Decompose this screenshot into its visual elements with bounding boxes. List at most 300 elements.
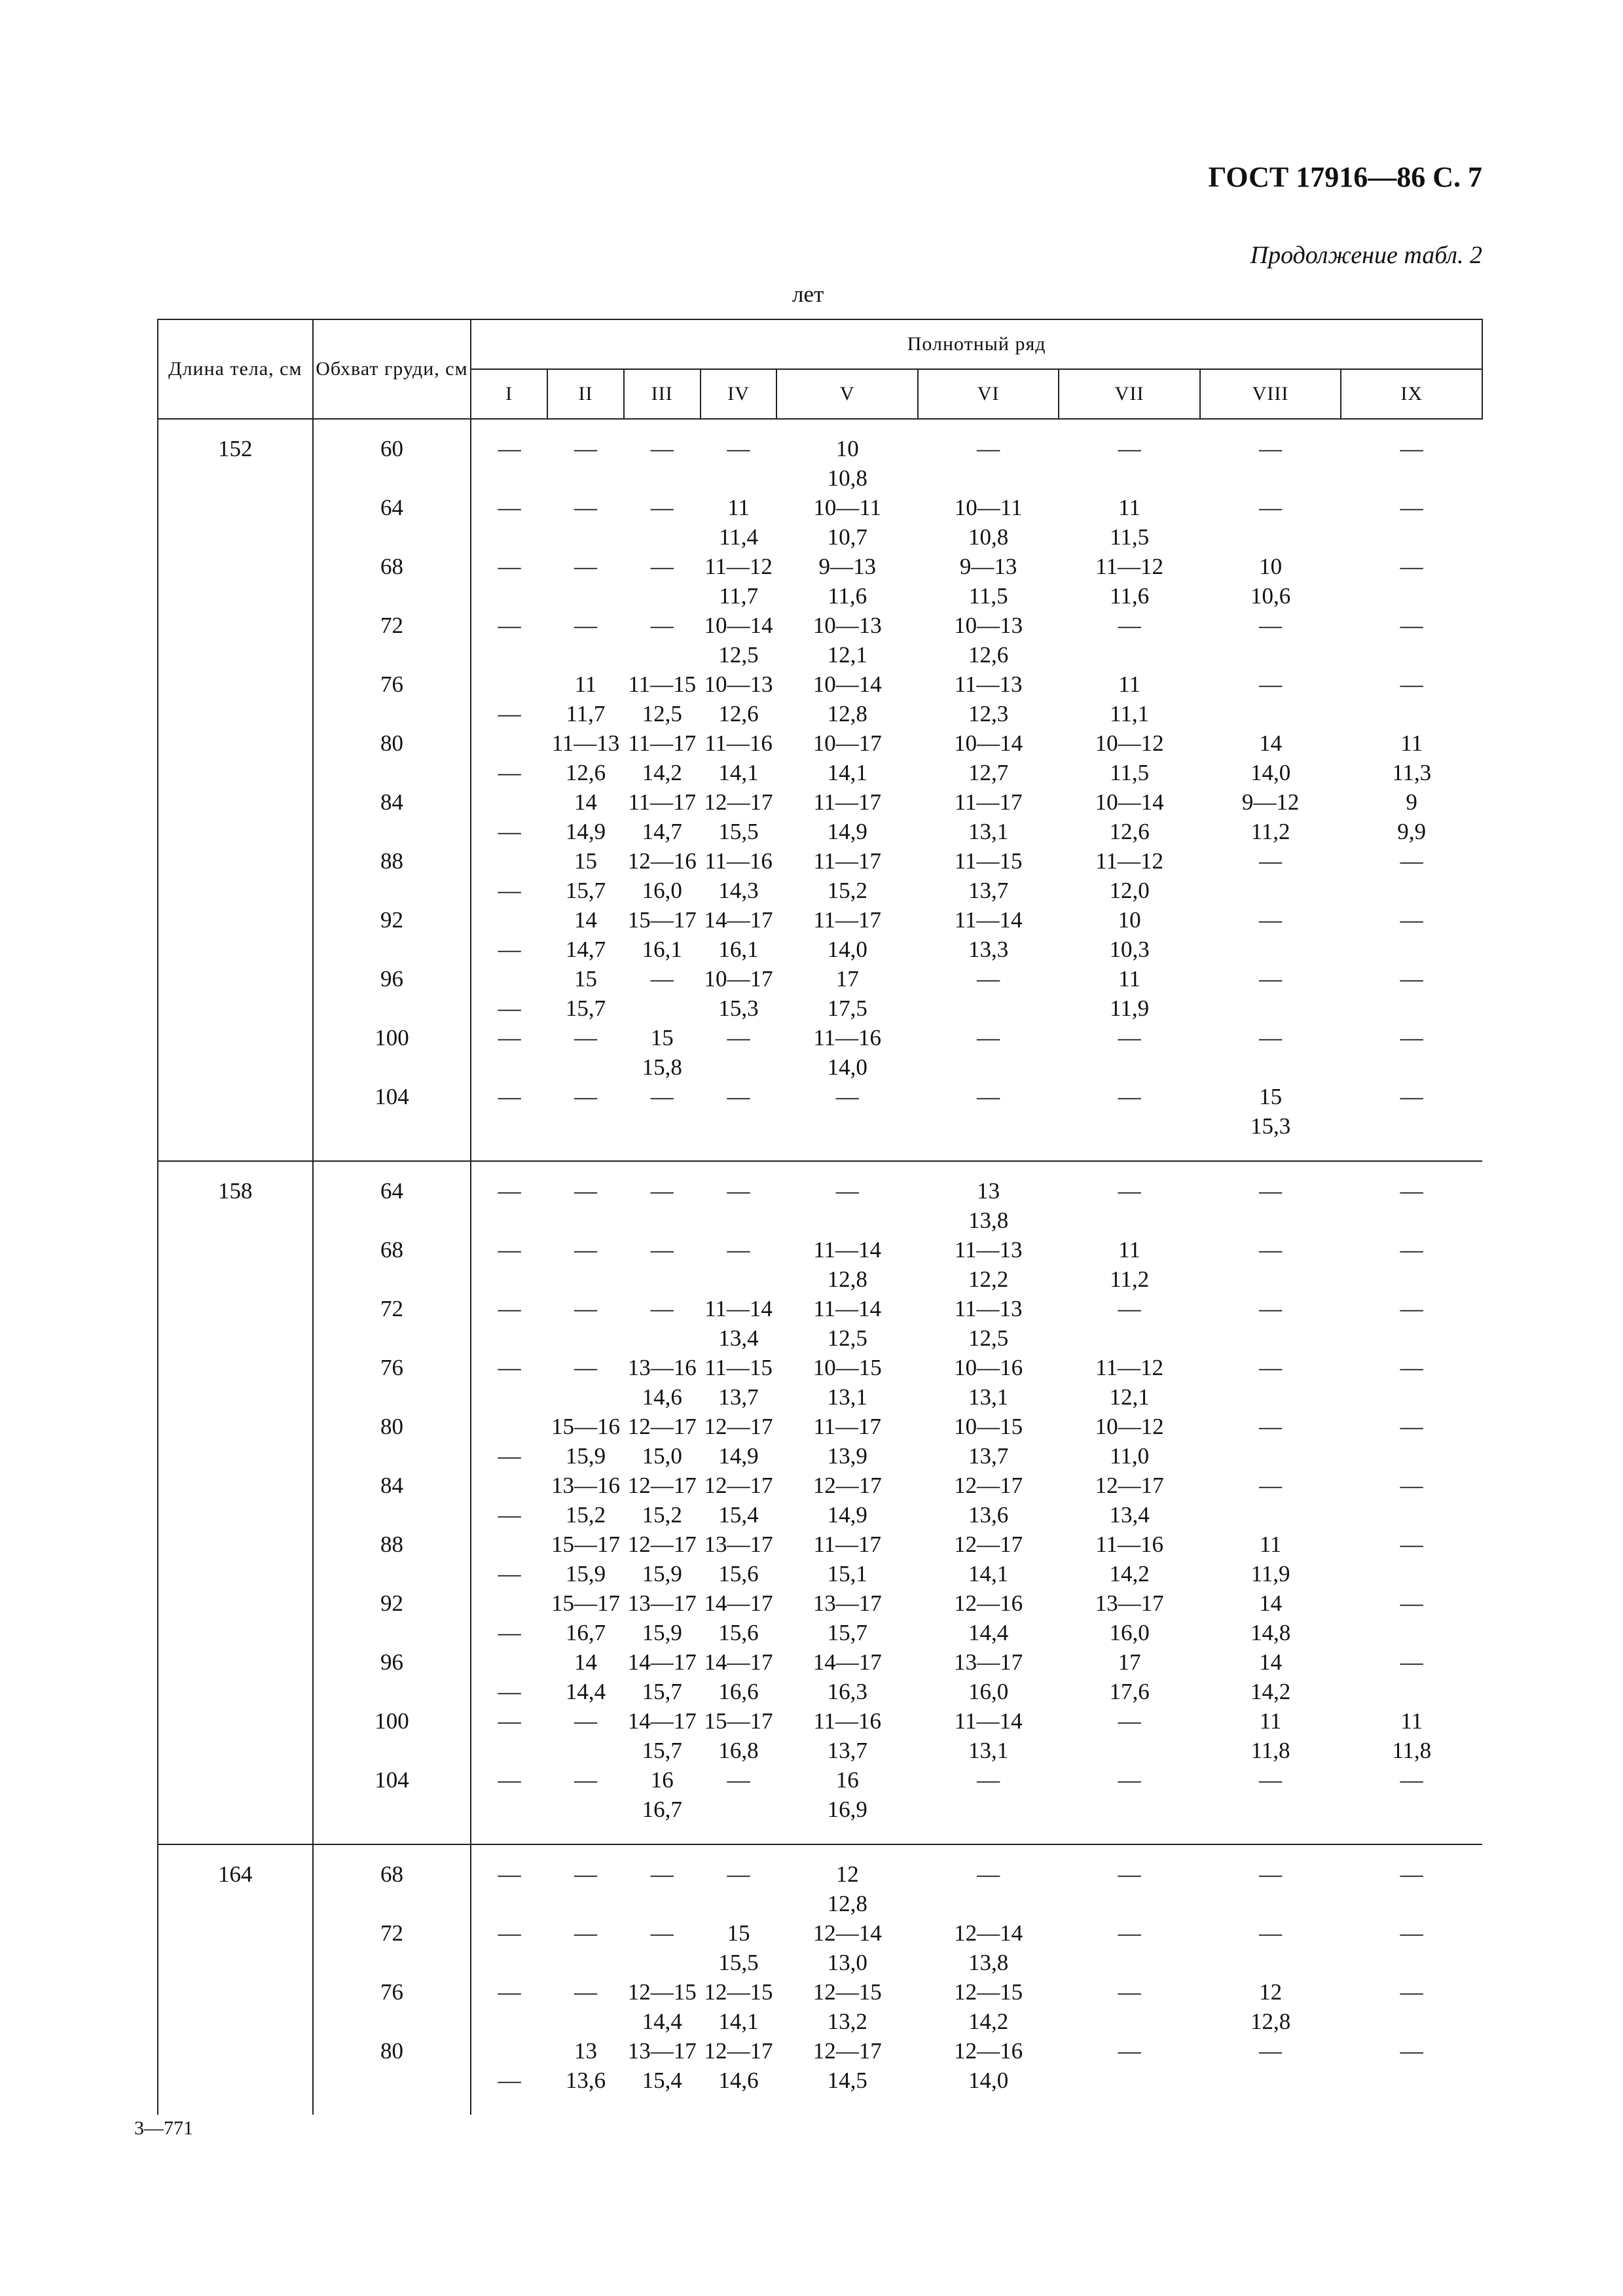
chest-cell: 84 xyxy=(313,787,471,846)
chest-cell: 72 xyxy=(313,1918,471,1977)
value-cell-vi: 11—13 12,3 xyxy=(954,672,1023,726)
body-length-cell xyxy=(158,1023,313,1082)
value-cell-vi: 12—15 14,2 xyxy=(954,1979,1023,2034)
value-cell-iii: — xyxy=(624,1844,701,1918)
value-cell-iv: — xyxy=(727,1084,750,1109)
value-cell-iv: 10—17 15,3 xyxy=(704,966,773,1021)
body-length-cell: 158 xyxy=(158,1161,313,1235)
table-row xyxy=(158,728,1482,787)
body-length-cell xyxy=(158,493,313,552)
body-length-cell xyxy=(158,1471,313,1530)
value-cell-ii: — xyxy=(547,1161,624,1235)
series-header-1: I xyxy=(471,369,547,419)
value-cell-i: — xyxy=(471,1082,547,1161)
value-cell-i: — xyxy=(471,1706,547,1765)
body-length-cell xyxy=(158,1765,313,1844)
value-cell-vii: 10—12 11,5 xyxy=(1095,730,1164,785)
value-cell-viii: — xyxy=(1200,419,1341,493)
value-cell-vi: 10—11 10,8 xyxy=(954,495,1023,550)
value-cell-vi: 11—14 13,1 xyxy=(954,1708,1023,1763)
value-cell-ii: 14 14,4 xyxy=(565,1649,606,1704)
value-cell-viii: — xyxy=(1200,1844,1341,1918)
chest-cell: 72 xyxy=(313,1294,471,1353)
body-length-cell xyxy=(158,787,313,846)
value-cell-iv: 12—17 14,6 xyxy=(704,2038,773,2093)
table-row xyxy=(158,1977,1482,2036)
value-cell-iv: 11—15 13,7 xyxy=(704,1355,773,1410)
value-cell-v: 10—15 13,1 xyxy=(812,1355,882,1410)
value-cell-viii: — xyxy=(1259,1025,1283,1050)
value-cell-viii: 14 14,2 xyxy=(1250,1649,1291,1704)
body-length-cell xyxy=(158,2036,313,2115)
table-row xyxy=(158,1647,1482,1706)
value-cell-ii: — xyxy=(547,419,624,493)
value-cell-ii: — xyxy=(574,1296,597,1321)
value-cell-viii: 12 12,8 xyxy=(1250,1979,1291,2034)
value-cell-vi: 13 13,8 xyxy=(918,1161,1059,1235)
value-cell-ii: 15 15,7 xyxy=(565,966,606,1021)
value-cell-vii: 11 11,9 xyxy=(1110,966,1150,1021)
body-length-cell xyxy=(158,1235,313,1294)
value-cell-ii: 13 13,6 xyxy=(565,2038,606,2093)
value-cell-viii: 10 10,6 xyxy=(1250,554,1291,609)
chest-cell: 60 xyxy=(313,419,471,493)
value-cell-ix: — xyxy=(1400,1590,1423,1616)
table-row xyxy=(158,905,1482,964)
value-cell-ix: — xyxy=(1400,1237,1423,1263)
value-cell-iii: — xyxy=(650,1237,674,1263)
table-row xyxy=(158,1082,1482,1161)
series-column-header: Полнотный ряд xyxy=(471,319,1482,369)
value-cell-vii: 11 11,1 xyxy=(1110,672,1150,726)
value-cell-vi: — xyxy=(977,1025,1000,1050)
body-length-cell xyxy=(158,728,313,787)
value-cell-ii: — xyxy=(574,1979,597,2005)
body-length-cell xyxy=(158,846,313,905)
value-cell-v: 12—17 14,5 xyxy=(812,2038,882,2093)
value-cell-i: — xyxy=(471,670,547,728)
body-length-cell xyxy=(158,1647,313,1706)
years-note: лет xyxy=(792,281,824,307)
value-cell-iv: 15—17 16,8 xyxy=(704,1708,773,1763)
value-cell-iv: 14—17 16,6 xyxy=(704,1649,773,1704)
value-cell-viii: — xyxy=(1259,1237,1283,1263)
value-cell-ix: — xyxy=(1400,907,1423,933)
value-cell-ix: — xyxy=(1400,2038,1423,2064)
chest-cell: 92 xyxy=(313,905,471,964)
value-cell-ii: — xyxy=(574,1025,597,1050)
value-cell-iii: — xyxy=(650,1296,674,1321)
value-cell-viii: — xyxy=(1259,1355,1283,1380)
chest-cell: 80 xyxy=(313,1412,471,1471)
value-cell-ix: 9 9,9 xyxy=(1397,789,1427,844)
chest-cell: 68 xyxy=(313,1844,471,1918)
value-cell-v: 12—14 13,0 xyxy=(812,1920,882,1975)
value-cell-v: 11—17 14,0 xyxy=(813,907,882,962)
value-cell-ii: 15—16 15,9 xyxy=(551,1414,620,1469)
table-row xyxy=(158,552,1482,611)
value-cell-v: 10—17 14,1 xyxy=(812,730,882,785)
value-cell-v: 11—14 12,8 xyxy=(813,1237,882,1292)
value-cell-ii: — xyxy=(574,1767,597,1793)
value-cell-vi: 10—16 13,1 xyxy=(954,1355,1023,1410)
body-length-cell: 164 xyxy=(158,1844,313,1918)
table-row xyxy=(158,1530,1482,1588)
value-cell-vii: 10 10,3 xyxy=(1109,907,1150,962)
chest-cell: 76 xyxy=(313,670,471,728)
series-header-4: IV xyxy=(701,369,777,419)
series-header-6: VI xyxy=(918,369,1059,419)
value-cell-vii: — xyxy=(1118,2038,1141,2064)
body-length-cell xyxy=(158,670,313,728)
value-cell-i: — xyxy=(471,419,547,493)
value-cell-iv: 11 11,4 xyxy=(719,495,759,550)
value-cell-iv: 12—17 15,5 xyxy=(704,789,773,844)
value-cell-iii: 15—17 16,1 xyxy=(627,907,697,962)
value-cell-i: — xyxy=(471,964,547,1023)
value-cell-i: — xyxy=(471,1530,547,1588)
value-cell-iii: — xyxy=(650,554,674,579)
chest-cell: 80 xyxy=(313,2036,471,2115)
value-cell-viii: — xyxy=(1259,495,1283,520)
value-cell-v: 10 10,8 xyxy=(776,419,917,493)
value-cell-vii: 11 11,5 xyxy=(1110,495,1150,550)
value-cell-iv: — xyxy=(701,1844,777,1918)
body-length-cell xyxy=(158,1530,313,1588)
chest-cell: 80 xyxy=(313,728,471,787)
value-cell-iv: 12—17 14,9 xyxy=(704,1414,773,1469)
value-cell-iii: 16 16,7 xyxy=(642,1767,682,1822)
value-cell-vi: — xyxy=(977,966,1000,992)
body-length-cell xyxy=(158,1977,313,2036)
chest-cell: 84 xyxy=(313,1471,471,1530)
value-cell-iv: 14—17 15,6 xyxy=(704,1590,773,1645)
value-cell-i: — xyxy=(471,1918,547,1977)
value-cell-ix: — xyxy=(1341,1844,1482,1918)
chest-cell: 88 xyxy=(313,846,471,905)
value-cell-viii: — xyxy=(1259,966,1283,992)
value-cell-vi: — xyxy=(977,1767,1000,1793)
value-cell-vi: 11—13 12,2 xyxy=(954,1237,1023,1292)
series-header-8: VIII xyxy=(1200,369,1341,419)
table-row xyxy=(158,419,1482,493)
value-cell-vii: — xyxy=(1118,1920,1141,1946)
chest-cell: 76 xyxy=(313,1353,471,1412)
value-cell-iv: — xyxy=(701,1161,777,1235)
value-cell-ix: — xyxy=(1400,1355,1423,1380)
value-cell-vi: 13—17 16,0 xyxy=(954,1649,1023,1704)
value-cell-ii: 11 11,7 xyxy=(566,672,606,726)
value-cell-v: 10—13 12,1 xyxy=(812,613,882,668)
table-row xyxy=(158,670,1482,728)
value-cell-iv: 11—16 14,3 xyxy=(704,848,773,903)
value-cell-vi: 12—17 14,1 xyxy=(954,1532,1023,1587)
value-cell-vi: 11—13 12,5 xyxy=(954,1296,1023,1351)
value-cell-i: — xyxy=(471,1235,547,1294)
value-cell-vi: 10—15 13,7 xyxy=(954,1414,1023,1469)
value-cell-iii: — xyxy=(650,495,674,520)
value-cell-v: 13—17 15,7 xyxy=(812,1590,882,1645)
value-cell-ii: — xyxy=(574,1355,597,1380)
body-length-cell xyxy=(158,1412,313,1471)
value-cell-vi: 10—14 12,7 xyxy=(954,730,1023,785)
body-length-cell xyxy=(158,1294,313,1353)
value-cell-ii: — xyxy=(574,1237,597,1263)
value-cell-vii: — xyxy=(1118,1084,1141,1109)
value-cell-ix: — xyxy=(1400,966,1423,992)
value-cell-i: — xyxy=(471,1647,547,1706)
table-row xyxy=(158,1412,1482,1471)
table-row xyxy=(158,1765,1482,1844)
value-cell-iii: — xyxy=(650,1920,674,1946)
body-length-cell xyxy=(158,1918,313,1977)
value-cell-vii: 12—17 13,4 xyxy=(1095,1473,1164,1528)
table-row xyxy=(158,1353,1482,1412)
value-cell-ix: — xyxy=(1400,1649,1423,1675)
chest-cell: 92 xyxy=(313,1588,471,1647)
value-cell-ix: — xyxy=(1400,1979,1423,2005)
value-cell-viii: — xyxy=(1259,1920,1283,1946)
value-cell-viii: 14 14,8 xyxy=(1250,1590,1291,1645)
length-column-header: Длина тела, см xyxy=(158,319,313,419)
value-cell-ix: — xyxy=(1400,613,1423,638)
table-row xyxy=(158,787,1482,846)
value-cell-iii: 12—17 15,0 xyxy=(627,1414,697,1469)
value-cell-ix: — xyxy=(1400,495,1423,520)
chest-cell: 96 xyxy=(313,1647,471,1706)
page-code: 3—771 xyxy=(134,2117,193,2139)
chest-cell: 68 xyxy=(313,1235,471,1294)
value-cell-iv: 11—12 11,7 xyxy=(704,554,773,609)
value-cell-iii: 14—17 15,7 xyxy=(627,1708,697,1763)
value-cell-iii: — xyxy=(650,1084,674,1109)
value-cell-ix: — xyxy=(1400,1473,1423,1498)
value-cell-viii: — xyxy=(1259,848,1283,874)
chest-cell: 100 xyxy=(313,1023,471,1082)
value-cell-i: — xyxy=(471,2036,547,2115)
value-cell-i: — xyxy=(471,1161,547,1235)
value-cell-viii: 15 15,3 xyxy=(1250,1084,1291,1139)
value-cell-iv: 14—17 16,1 xyxy=(704,907,773,962)
value-cell-viii: — xyxy=(1259,907,1283,933)
body-length-cell xyxy=(158,1082,313,1161)
table-row xyxy=(158,1471,1482,1530)
value-cell-v: 11—17 15,2 xyxy=(813,848,882,903)
table-row xyxy=(158,1294,1482,1353)
value-cell-viii: — xyxy=(1259,613,1283,638)
document-header: ГОСТ 17916—86 С. 7 xyxy=(1208,161,1482,193)
value-cell-ix: — xyxy=(1341,419,1482,493)
series-header-3: III xyxy=(624,369,701,419)
value-cell-vi: 12—14 13,8 xyxy=(954,1920,1023,1975)
value-cell-ii: — xyxy=(574,1708,597,1734)
value-cell-viii: 11 11,9 xyxy=(1250,1532,1290,1587)
value-cell-ii: 14 14,7 xyxy=(565,907,606,962)
value-cell-vi: 10—13 12,6 xyxy=(954,613,1023,668)
value-cell-v: 10—11 10,7 xyxy=(813,495,882,550)
value-cell-i: — xyxy=(471,846,547,905)
chest-cell: 64 xyxy=(313,1161,471,1235)
table-row xyxy=(158,964,1482,1023)
table-row xyxy=(158,1706,1482,1765)
value-cell-i: — xyxy=(471,1977,547,2036)
value-cell-vi: — xyxy=(918,419,1059,493)
chest-cell: 68 xyxy=(313,552,471,611)
value-cell-i: — xyxy=(471,611,547,670)
value-cell-ii: 13—16 15,2 xyxy=(551,1473,620,1528)
value-cell-v: 10—14 12,8 xyxy=(812,672,882,726)
value-cell-vii: — xyxy=(1118,613,1141,638)
value-cell-ii: — xyxy=(574,495,597,520)
value-cell-viii: — xyxy=(1200,1161,1341,1235)
value-cell-viii: — xyxy=(1259,672,1283,697)
value-cell-viii: — xyxy=(1259,1296,1283,1321)
value-cell-v: 12—15 13,2 xyxy=(812,1979,882,2034)
value-cell-vi: 11—15 13,7 xyxy=(954,848,1023,903)
value-cell-iii: 13—17 15,4 xyxy=(627,2038,697,2093)
table-row xyxy=(158,493,1482,552)
series-header-5: V xyxy=(776,369,917,419)
value-cell-vi: 11—17 13,1 xyxy=(954,789,1023,844)
value-cell-ii: 15 15,7 xyxy=(565,848,606,903)
value-cell-vii: 11—12 12,0 xyxy=(1095,848,1163,903)
value-cell-vii: — xyxy=(1118,1767,1141,1793)
value-cell-ii: 11—13 12,6 xyxy=(551,730,620,785)
value-cell-vii: 10—14 12,6 xyxy=(1095,789,1164,844)
value-cell-ix: — xyxy=(1400,848,1423,874)
value-cell-viii: 14 14,0 xyxy=(1250,730,1291,785)
value-cell-iv: 13—17 15,6 xyxy=(704,1532,773,1587)
series-header-9: IX xyxy=(1341,369,1482,419)
value-cell-v: 11—16 13,7 xyxy=(813,1708,882,1763)
value-cell-iii: 12—17 15,2 xyxy=(627,1473,697,1528)
value-cell-iii: 11—17 14,7 xyxy=(628,789,697,844)
table-continuation-label: Продолжение табл. 2 xyxy=(1250,242,1482,269)
value-cell-v: — xyxy=(776,1161,917,1235)
body-length-cell xyxy=(158,1706,313,1765)
value-cell-iv: 12—15 14,1 xyxy=(704,1979,773,2034)
value-cell-vii: — xyxy=(1118,1979,1141,2005)
table-row xyxy=(158,1023,1482,1082)
value-cell-iv: 11—14 13,4 xyxy=(704,1296,773,1351)
value-cell-i: — xyxy=(471,493,547,552)
value-cell-viii: — xyxy=(1259,1414,1283,1439)
value-cell-ii: 15—17 16,7 xyxy=(551,1590,620,1645)
value-cell-iii: — xyxy=(624,1161,701,1235)
value-cell-i: — xyxy=(471,1765,547,1844)
value-cell-viii: 11 11,8 xyxy=(1250,1708,1290,1763)
value-cell-iii: 12—17 15,9 xyxy=(627,1532,697,1587)
value-cell-i: — xyxy=(471,1023,547,1082)
chest-cell: 96 xyxy=(313,964,471,1023)
value-cell-iii: 13—17 15,9 xyxy=(627,1590,697,1645)
value-cell-vii: 11—12 11,6 xyxy=(1095,554,1163,609)
value-cell-iv: — xyxy=(727,1237,750,1263)
value-cell-ix: — xyxy=(1400,1025,1423,1050)
value-cell-iv: — xyxy=(727,1767,750,1793)
value-cell-v: 9—13 11,6 xyxy=(818,554,876,609)
table-row xyxy=(158,611,1482,670)
value-cell-vii: — xyxy=(1059,1844,1199,1918)
value-cell-iii: 11—15 12,5 xyxy=(628,672,697,726)
value-cell-v: 14—17 16,3 xyxy=(812,1649,882,1704)
value-cell-ix: — xyxy=(1400,1414,1423,1439)
value-cell-vi: — xyxy=(918,1844,1059,1918)
body-length-cell xyxy=(158,611,313,670)
value-cell-vii: — xyxy=(1118,1708,1141,1734)
value-cell-ix: 11 11,8 xyxy=(1392,1708,1432,1763)
value-cell-i: — xyxy=(471,905,547,964)
value-cell-ix: — xyxy=(1400,1296,1423,1321)
value-cell-v: — xyxy=(835,1084,859,1109)
value-cell-iii: 13—16 14,6 xyxy=(627,1355,697,1410)
value-cell-i: — xyxy=(471,1294,547,1353)
chest-cell: 72 xyxy=(313,611,471,670)
body-length-cell xyxy=(158,964,313,1023)
value-cell-iii: — xyxy=(650,613,674,638)
value-cell-viii: — xyxy=(1259,1767,1283,1793)
value-cell-v: 16 16,9 xyxy=(827,1767,867,1822)
series-header-2: II xyxy=(547,369,624,419)
table-row xyxy=(158,2036,1482,2115)
chest-column-header: Обхват груди, см xyxy=(313,319,471,419)
value-cell-viii: — xyxy=(1259,1473,1283,1498)
value-cell-iv: — xyxy=(701,419,777,493)
table-row xyxy=(158,1844,1482,1918)
value-cell-ix: — xyxy=(1400,672,1423,697)
chest-cell: 104 xyxy=(313,1765,471,1844)
body-length-cell xyxy=(158,1353,313,1412)
value-cell-vii: 10—12 11,0 xyxy=(1095,1414,1164,1469)
table-row xyxy=(158,1588,1482,1647)
value-cell-i: — xyxy=(471,728,547,787)
value-cell-vii: 11 11,2 xyxy=(1110,1237,1150,1292)
value-cell-ii: — xyxy=(574,1920,597,1946)
value-cell-viii: — xyxy=(1259,2038,1283,2064)
value-cell-vii: — xyxy=(1059,419,1199,493)
value-cell-vi: 12—17 13,6 xyxy=(954,1473,1023,1528)
table-row xyxy=(158,1235,1482,1294)
value-cell-iii: 12—15 14,4 xyxy=(627,1979,697,2034)
chest-cell: 76 xyxy=(313,1977,471,2036)
value-cell-iv: 10—13 12,6 xyxy=(704,672,773,726)
value-cell-v: 11—14 12,5 xyxy=(813,1296,882,1351)
value-cell-vii: — xyxy=(1059,1161,1199,1235)
value-cell-ix: — xyxy=(1400,1532,1423,1557)
value-cell-ix: — xyxy=(1400,1767,1423,1793)
value-cell-iv: 15 15,5 xyxy=(718,1920,759,1975)
value-cell-iii: 14—17 15,7 xyxy=(627,1649,697,1704)
value-cell-ii: 14 14,9 xyxy=(565,789,606,844)
value-cell-ii: 15—17 15,9 xyxy=(551,1532,620,1587)
chest-cell: 100 xyxy=(313,1706,471,1765)
value-cell-iv: — xyxy=(727,1025,750,1050)
value-cell-iii: 12—16 16,0 xyxy=(627,848,697,903)
value-cell-viii: 9—12 11,2 xyxy=(1241,789,1300,844)
value-cell-ix: 11 11,3 xyxy=(1392,730,1432,785)
value-cell-vi: 11—14 13,3 xyxy=(954,907,1023,962)
value-cell-i: — xyxy=(471,552,547,611)
value-cell-vii: 13—17 16,0 xyxy=(1095,1590,1164,1645)
value-cell-vi: — xyxy=(977,1084,1000,1109)
value-cell-v: 17 17,5 xyxy=(827,966,867,1021)
table-row xyxy=(158,1161,1482,1235)
value-cell-iv: 11—16 14,1 xyxy=(704,730,773,785)
data-table xyxy=(157,319,1483,2115)
value-cell-v: 12 12,8 xyxy=(776,1844,917,1918)
value-cell-ix: — xyxy=(1400,554,1423,579)
value-cell-vi: 9—13 11,5 xyxy=(959,554,1017,609)
